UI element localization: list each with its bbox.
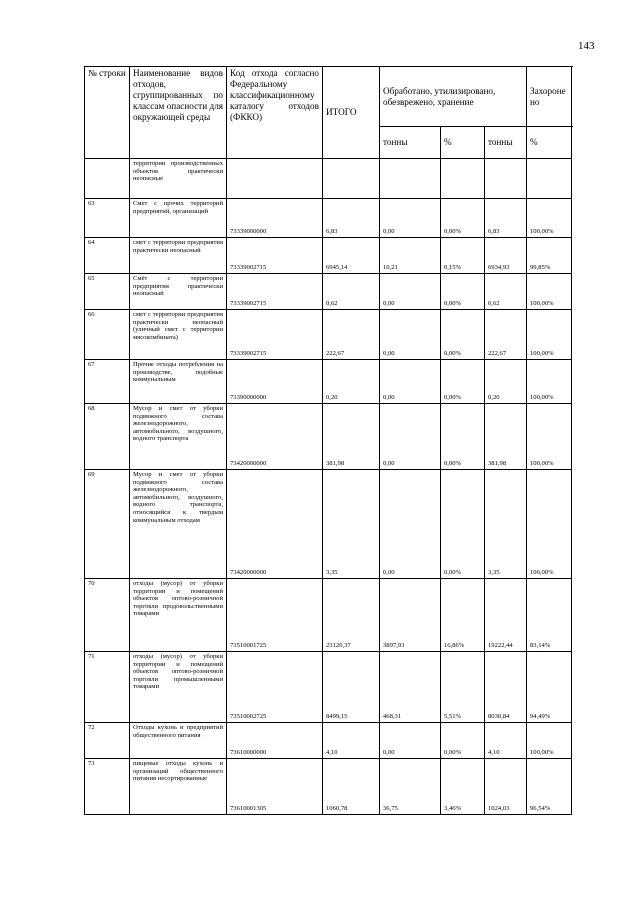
cell-code: 73420000000: [227, 470, 323, 579]
table-row-continued: [85, 159, 572, 199]
table-row: [85, 238, 572, 274]
cell-num: 72: [85, 723, 130, 759]
table-row: [85, 404, 572, 470]
cell-proc-pct: [441, 159, 485, 199]
header-total: ИТОГО: [323, 67, 380, 159]
cell-bur-pct: [527, 159, 572, 199]
cell-name: Отходы кухонь и предприятий общественного питания: [130, 723, 227, 759]
cell-bur-tons: 3,35: [485, 470, 527, 579]
cell-code: 73390000000: [227, 360, 323, 404]
cell-proc-tons: 3897,93: [380, 579, 441, 652]
cell-code: 73510001725: [227, 579, 323, 652]
cell-bur-tons: [485, 159, 527, 199]
header-buried-tons: тонны: [485, 127, 527, 159]
cell-code: 73610001305: [227, 759, 323, 815]
cell-proc-pct: 0,00%: [441, 274, 485, 310]
cell-proc-tons: 36,75: [380, 759, 441, 815]
cell-total: 8499,15: [323, 652, 380, 723]
cell-num: 63: [85, 199, 130, 238]
cell-proc-tons: 0,00: [380, 274, 441, 310]
header-processed-tons: тонны: [380, 127, 441, 159]
cell-name: Прочие отходы потребления на производстве, подобные коммунальным: [130, 360, 227, 404]
cell-proc-pct: 0,00%: [441, 723, 485, 759]
cell-proc-tons: 10,21: [380, 238, 441, 274]
cell-num: [85, 159, 130, 199]
cell-proc-pct: 5,51%: [441, 652, 485, 723]
cell-proc-pct: 0,00%: [441, 470, 485, 579]
cell-bur-pct: 94,49%: [527, 652, 572, 723]
cell-bur-tons: 4,10: [485, 723, 527, 759]
cell-bur-tons: 1024,03: [485, 759, 527, 815]
cell-total: 1060,78: [323, 759, 380, 815]
cell-name: отходы (мусор) от уборки территории и помещений объектов оптово-розничной торговли промышленными товарами: [130, 652, 227, 723]
cell-total: 4,10: [323, 723, 380, 759]
header-buried-pct: %: [527, 127, 572, 159]
header-buried: Захоронено: [527, 67, 572, 127]
cell-code: 73339002715: [227, 238, 323, 274]
cell-code: 73420000000: [227, 404, 323, 470]
cell-proc-tons: 0,00: [380, 404, 441, 470]
cell-name: Смёт с территории предприятия практически неопасный: [130, 274, 227, 310]
table-row: [85, 310, 572, 360]
table-row: [85, 199, 572, 238]
cell-proc-tons: 0,00: [380, 723, 441, 759]
cell-num: 68: [85, 404, 130, 470]
cell-bur-pct: 100,00%: [527, 274, 572, 310]
cell-name: смет с территории предприятия практически неопасный: [130, 238, 227, 274]
cell-num: 66: [85, 310, 130, 360]
header-code: Код отхода согласно Федеральному классификационному каталогу отходов (ФККО): [227, 67, 323, 159]
header-num: № строки: [85, 67, 130, 159]
cell-num: 67: [85, 360, 130, 404]
cell-bur-pct: 100,00%: [527, 360, 572, 404]
cell-code: 73610000000: [227, 723, 323, 759]
cell-bur-tons: 0,62: [485, 274, 527, 310]
cell-total: 3,35: [323, 470, 380, 579]
cell-proc-tons: [380, 159, 441, 199]
cell-bur-pct: 100,00%: [527, 723, 572, 759]
cell-proc-pct: 0,15%: [441, 238, 485, 274]
cell-name: территории производственных объектов практически неопасные: [130, 159, 227, 199]
cell-name: Смет с прочих территорий предприятий, организаций: [130, 199, 227, 238]
cell-num: 71: [85, 652, 130, 723]
cell-proc-pct: 3,46%: [441, 759, 485, 815]
table-row: [85, 652, 572, 723]
cell-total: 6945,14: [323, 238, 380, 274]
cell-num: 65: [85, 274, 130, 310]
cell-proc-pct: 0,00%: [441, 199, 485, 238]
table-row: [85, 274, 572, 310]
cell-name: Мусор и смет от уборки подвижного состава железнодорожного, автомобильного, воздушного, водного транспорта: [130, 404, 227, 470]
cell-proc-tons: 0,00: [380, 360, 441, 404]
cell-num: 64: [85, 238, 130, 274]
cell-name: пищевые отходы кухонь и организаций общественного питания несортированные: [130, 759, 227, 815]
cell-total: [323, 159, 380, 199]
cell-bur-tons: 222,67: [485, 310, 527, 360]
cell-bur-tons: 6934,93: [485, 238, 527, 274]
table-row: [85, 579, 572, 652]
cell-bur-pct: 100,00%: [527, 310, 572, 360]
cell-total: 0,20: [323, 360, 380, 404]
header-name: Наименование видов отходов, сгруппированных по классам опасности для окружающей среды: [130, 67, 227, 159]
cell-total: 222,67: [323, 310, 380, 360]
cell-num: 73: [85, 759, 130, 815]
cell-num: 69: [85, 470, 130, 579]
table-row: [85, 470, 572, 579]
cell-proc-tons: 0,00: [380, 199, 441, 238]
cell-code: [227, 159, 323, 199]
cell-bur-tons: 19222,44: [485, 579, 527, 652]
cell-total: 381,98: [323, 404, 380, 470]
cell-code: 73339000000: [227, 199, 323, 238]
cell-code: 73339002715: [227, 274, 323, 310]
table-row: [85, 360, 572, 404]
cell-proc-pct: 0,00%: [441, 360, 485, 404]
cell-bur-pct: 100,00%: [527, 404, 572, 470]
cell-proc-tons: 0,00: [380, 310, 441, 360]
cell-name: смет с территории предприятия практически неопасный (уличный смет с территории мясокомбината): [130, 310, 227, 360]
cell-bur-pct: 99,85%: [527, 238, 572, 274]
cell-code: 73339002715: [227, 310, 323, 360]
cell-proc-tons: 468,31: [380, 652, 441, 723]
cell-bur-pct: 83,14%: [527, 579, 572, 652]
cell-proc-pct: 16,86%: [441, 579, 485, 652]
cell-bur-pct: 96,54%: [527, 759, 572, 815]
cell-total: 23120,37: [323, 579, 380, 652]
cell-total: 6,83: [323, 199, 380, 238]
cell-total: 0,62: [323, 274, 380, 310]
cell-code: 73510002725: [227, 652, 323, 723]
cell-bur-pct: 100,00%: [527, 199, 572, 238]
cell-num: 70: [85, 579, 130, 652]
table-row: [85, 723, 572, 759]
cell-proc-pct: 0,00%: [441, 404, 485, 470]
cell-bur-tons: 0,20: [485, 360, 527, 404]
header-processed-pct: %: [441, 127, 485, 159]
cell-proc-tons: 0,00: [380, 470, 441, 579]
cell-bur-pct: 100,00%: [527, 470, 572, 579]
cell-name: Мусор и смет от уборки подвижного состава железнодорожного, автомобильного, воздушного, водного транспорта, относящийся к твердым коммунальным отходам: [130, 470, 227, 579]
cell-proc-pct: 0,00%: [441, 310, 485, 360]
cell-bur-tons: 6,83: [485, 199, 527, 238]
header-processed: Обработано, утилизировано, обезврежено, хранение: [380, 67, 527, 127]
page-number: 143: [578, 40, 595, 52]
waste-table: [84, 66, 572, 815]
table-row: [85, 759, 572, 815]
cell-name: отходы (мусор) от уборки территории и помещений объектов оптово-розничной торговли продовольственными товарами: [130, 579, 227, 652]
cell-bur-tons: 8030,84: [485, 652, 527, 723]
cell-bur-tons: 381,98: [485, 404, 527, 470]
